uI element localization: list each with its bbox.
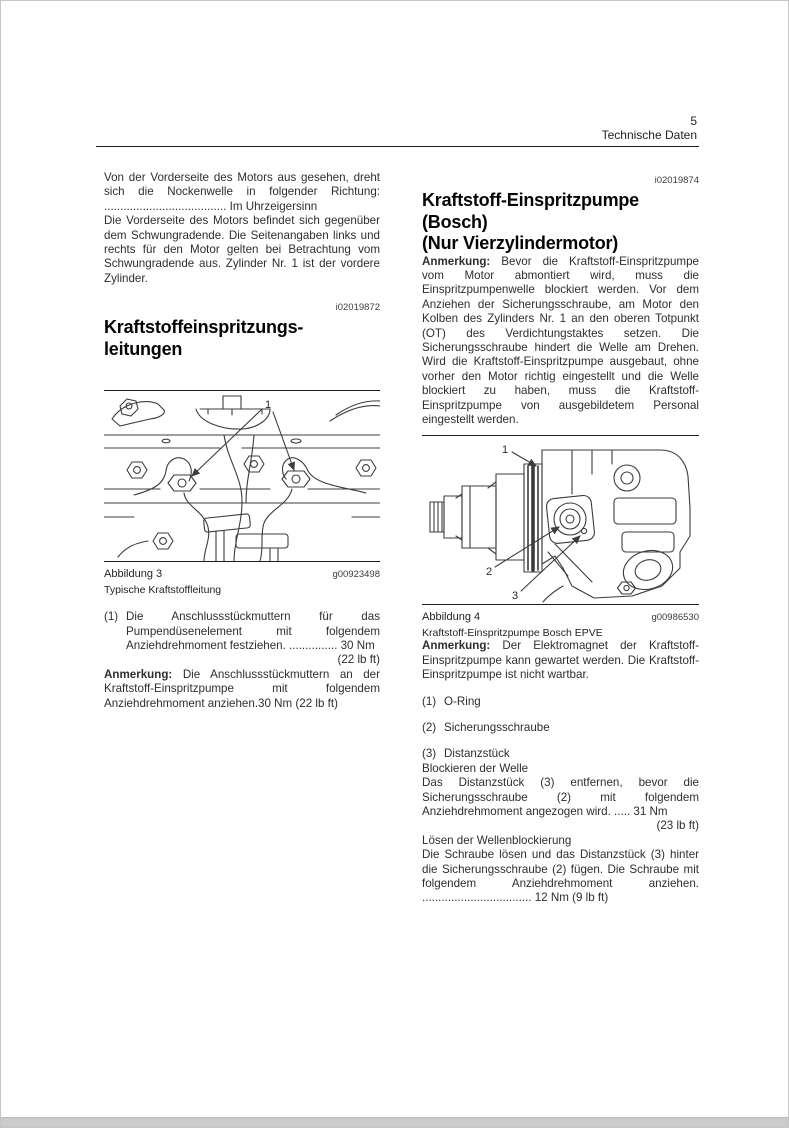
figure3-caption-row — [104, 568, 380, 580]
header-divider — [96, 146, 699, 147]
heading-fuel-injection-lines — [104, 317, 380, 360]
spec-item-value-lbft: (22 lb ft) — [337, 653, 380, 667]
callout-list-item — [422, 747, 699, 761]
heading-line: leitungen — [104, 338, 183, 359]
note-left — [104, 668, 380, 711]
list-item-number: (2) — [422, 721, 437, 734]
list-item-number: (3) — [422, 747, 437, 761]
list-item-text: Distanzstück — [444, 747, 510, 761]
spec-item-text: Die Anschlussstückmuttern für das Pumpendüsenelement mit folgendem Anziehdrehmoment festziehen. ............... 30 Nm — [126, 610, 380, 653]
procedure-lock-shaft: Das Distanzstück (3) entfernen, bevor die Sicherungsschraube (2) mit folgendem Anziehdrehmoment angezogen wird. ..... 31 Nm — [422, 776, 699, 819]
spec-item-number: (1) — [104, 610, 119, 624]
page-edge-shadow — [1, 1117, 788, 1127]
list-item-text: O-Ring — [444, 694, 481, 708]
figure3-label: Abbildung 3 — [104, 568, 163, 581]
procedure-release-shaft: Die Schraube lösen und das Distanzstück (3) hinter die Sicherungsschraube (2) fügen. Die Schraube mit folgendem Anziehdrehmoment anziehen. .................................. 12 Nm (9 lb ft) — [422, 848, 699, 905]
figure4-caption: Kraftstoff-Einspritzpumpe Bosch EPVE — [422, 627, 603, 640]
figure3-caption: Typische Kraftstoffleitung — [104, 584, 222, 597]
figure4-label: Abbildung 4 — [422, 611, 481, 624]
subheading-lock-shaft: Blockieren der Welle — [422, 761, 529, 775]
subheading-release-shaft: Lösen der Wellenblockierung — [422, 833, 572, 847]
note-label: Anmerkung: — [422, 639, 491, 653]
list-item-number: (1) — [422, 694, 437, 708]
lock-shaft-value-lbft: (23 lb ft) — [656, 819, 699, 833]
list-item-text: Sicherungsschraube — [444, 721, 550, 734]
heading-line: Kraftstoffeinspritzungs- — [104, 317, 304, 338]
heading-line: (Bosch) — [422, 211, 488, 232]
engine-fuel-lines-diagram — [104, 391, 380, 561]
figure4-callout-2: 2 — [486, 566, 493, 579]
note-pump-removal — [422, 255, 699, 428]
paragraph-engine-orientation: Die Vorderseite des Motors befindet sich gegenüber dem Schwungradende. Die Seitenangaben links und rechts für den Motor gelten bei Betrachtung vom Schwungradende aus. Zylinder Nr. 1 ist der vordere Zylinder. — [104, 214, 380, 285]
heading-line: Kraftstoff-Einspritzpumpe — [422, 190, 639, 210]
note-text: Die Anschlussstückmuttern an der Kraftstoff-Einspritzpumpe mit folgendem Anziehdrehmoment anziehen.30 Nm (22 lb ft) — [104, 667, 380, 710]
article-id-left: i02019872 — [335, 302, 380, 314]
note-text: Der Elektromagnet der Kraftstoff-Einspritzpumpe kann gewartet werden. Die Kraftstoff-Einspritzpumpe ist nicht wartbar. — [422, 639, 699, 682]
note-label: Anmerkung: — [104, 667, 173, 681]
figure-injection-pump — [422, 435, 699, 605]
injection-pump-diagram — [422, 436, 699, 604]
right-column — [422, 171, 699, 906]
note-label: Anmerkung: — [422, 254, 491, 268]
figure4-callout-3: 3 — [512, 590, 519, 603]
page-header — [602, 114, 697, 142]
page-number: 5 — [690, 114, 697, 128]
note-text: Bevor die Kraftstoff-Einspritzpumpe vom Motor abmontiert wird, muss die Einspritzpumpenwelle blockiert werden. Vor dem Anziehen der Sicherungsschraube, am Motor den Kolben des Zylinders Nr. 1 an den oberen Totpunkt (OT) des Verdichtungstaktes setzen. Die Sicherungsschraube hindert die Welle am Drehen. Wird die Kraftstoff-Einspritzpumpe ausgebaut, ohne vorher den Motor richtig eingestellt und die Welle blockiert zu haben, muss die Kraftstoff-Einspritzpumpe von ausgebildetem Personal eingestellt werden. — [422, 254, 699, 426]
callout-list-item — [422, 721, 699, 735]
paragraph-camshaft-rotation: Von der Vorderseite des Motors aus gesehen, dreht sich die Nockenwelle in folgender Richtung: ...................................... Im Uhrzeigersinn — [104, 171, 380, 213]
figure3-callout-1: 1 — [265, 399, 272, 412]
figure4-callout-1: 1 — [502, 444, 509, 457]
figure4-caption-row — [422, 611, 699, 623]
left-column — [104, 171, 380, 711]
heading-fuel-injection-pump — [422, 190, 699, 255]
callout-list-item — [422, 695, 699, 709]
figure4-code: g00986530 — [651, 612, 699, 624]
figure-fuel-lines — [104, 390, 380, 562]
figure3-code: g00923498 — [332, 569, 380, 581]
section-title: Technische Daten — [601, 128, 697, 142]
spec-item-1 — [104, 610, 380, 653]
note-solenoid — [422, 639, 699, 682]
heading-line: (Nur Vierzylindermotor) — [422, 233, 619, 253]
article-id-right: i02019874 — [654, 175, 699, 186]
